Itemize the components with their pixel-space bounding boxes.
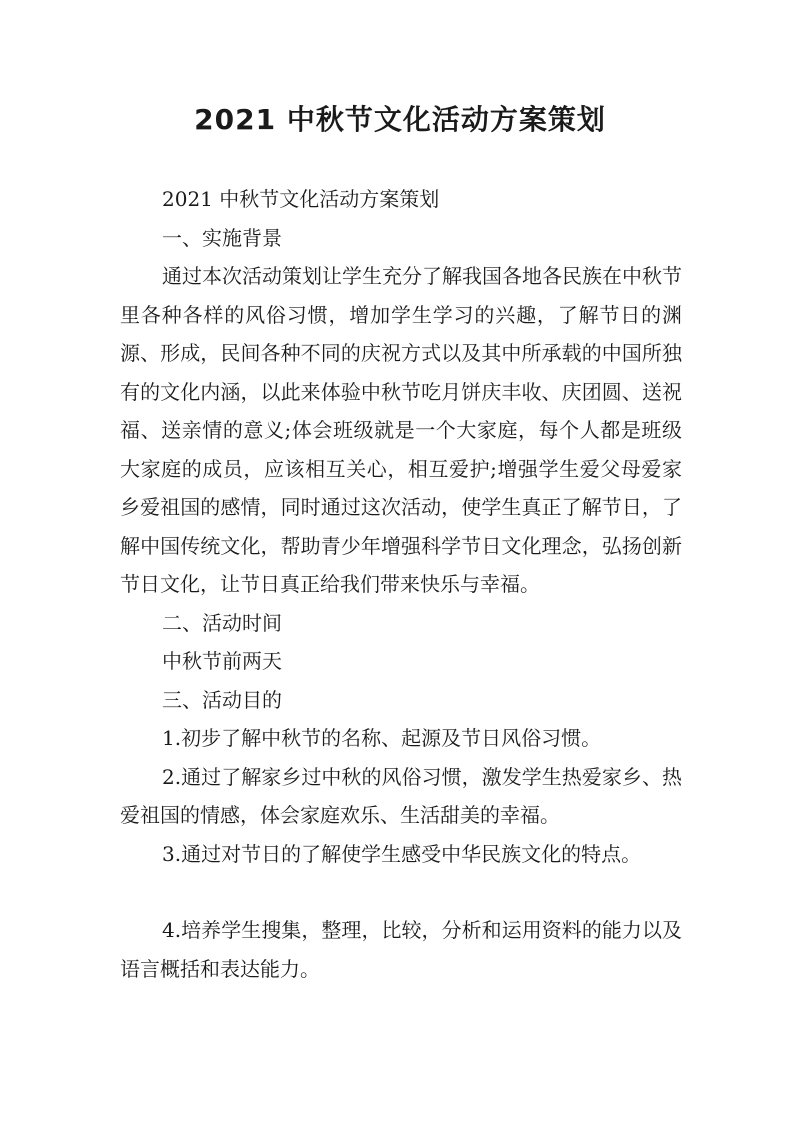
goal-item: 3.通过对节日的了解使学生感受中华民族文化的特点。 bbox=[162, 841, 642, 866]
paragraph-spacer bbox=[120, 873, 682, 911]
section-heading-background: 一、实施背景 bbox=[162, 225, 282, 250]
goal-item: 2.通过了解家乡过中秋的风俗习惯，激发学生热爱家乡、热爱祖国的情感，体会家庭欢乐、生活甜美的幸福。 bbox=[120, 764, 682, 827]
goal-item: 4.培养学生搜集，整理，比较，分析和运用资料的能力以及语言概括和表达能力。 bbox=[120, 918, 682, 981]
document-subtitle: 2021 中秋节文化活动方案策划 bbox=[162, 187, 440, 211]
document-title: 2021 中秋节文化活动方案策划 bbox=[194, 103, 606, 136]
goal-item: 1.初步了解中秋节的名称、起源及节日风俗习惯。 bbox=[162, 726, 602, 750]
section-heading-goal: 三、活动目的 bbox=[162, 687, 282, 712]
paragraph-background: 通过本次活动策划让学生充分了解我国各地各民族在中秋节里各种各样的风俗习惯，增加学生学习的兴趣，了解节日的渊源、形成，民间各种不同的庆祝方式以及其中所承载的中国所独有的文化内涵，以此来体验中秋节吃月饼庆丰收、庆团圆、送祝福、送亲情的意义;体会班级就是一个大家庭，每个人都是班级大家庭的成员，应该相互关心，相互爱护;增强学生爱父母爱家乡爱祖国的感情，同时通过这次活动，使学生真正了解节日，了解中国传统文化，帮助青少年增强科学节日文化理念，弘扬创新节日文化，让节日真正给我们带来快乐与幸福。 bbox=[120, 264, 682, 596]
document-body bbox=[120, 180, 682, 988]
section-heading-time: 二、活动时间 bbox=[162, 610, 282, 635]
paragraph-time: 中秋节前两天 bbox=[162, 649, 282, 673]
